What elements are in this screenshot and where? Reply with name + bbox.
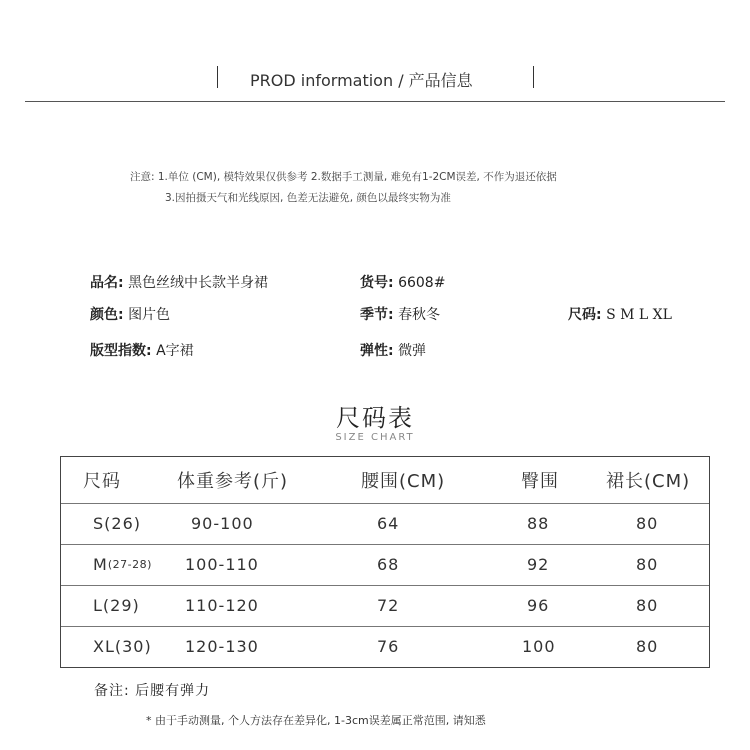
cell-weight: 90-100	[191, 514, 254, 533]
cell-length: 80	[636, 596, 659, 615]
info-sku-label: 货号:	[360, 275, 394, 291]
cell-waist: 72	[377, 596, 400, 615]
cell-waist: 68	[377, 555, 400, 574]
cell-size: XL (30)	[93, 637, 152, 656]
cell-length: 80	[636, 637, 659, 656]
info-color-label: 颜色:	[90, 307, 124, 323]
header-waist: 腰围(CM)	[361, 471, 446, 492]
note-line-1: 注意: 1.单位 (CM), 模特效果仅供参考 2.数据手工测量, 难免有1-2CM误差, 不作为退还依据	[130, 171, 557, 183]
info-fit-label: 版型指数:	[90, 343, 152, 359]
cell-length: 80	[636, 514, 659, 533]
info-season-label: 季节:	[360, 307, 394, 323]
cell-hip: 100	[522, 637, 556, 656]
info-fit	[90, 340, 194, 360]
info-name	[90, 272, 268, 292]
table-header-row	[61, 457, 709, 504]
cell-length: 80	[636, 555, 659, 574]
cell-size: L (29)	[93, 596, 140, 615]
cell-weight: 110-120	[185, 596, 259, 615]
cell-weight: 100-110	[185, 555, 259, 574]
footnote: * 由于手动测量, 个人方法存在差异化, 1-3cm误差属正常范围, 请知悉	[146, 714, 486, 727]
size-chart-subtitle: SIZE CHART	[335, 432, 415, 443]
info-fit-value: A字裙	[156, 343, 194, 359]
cell-size: M (27-28)	[93, 555, 152, 574]
header-rule	[25, 101, 725, 102]
header-hip: 臀围	[521, 471, 559, 492]
info-elastic-value: 微弹	[398, 343, 427, 359]
header-size: 尺码	[83, 471, 121, 492]
page-title: PROD information / 产品信息	[250, 71, 473, 90]
info-color	[90, 304, 170, 324]
cell-weight: 120-130	[185, 637, 259, 656]
table-row	[61, 503, 709, 545]
cell-hip: 92	[527, 555, 550, 574]
table-row	[61, 626, 709, 667]
table-row	[61, 544, 709, 586]
header-length: 裙长(CM)	[606, 471, 691, 492]
info-name-label: 品名:	[90, 275, 124, 291]
info-season-value: 春秋冬	[398, 307, 441, 323]
header-right-divider	[533, 66, 534, 88]
info-size-label: 尺码:	[568, 307, 602, 323]
cell-waist: 76	[377, 637, 400, 656]
info-color-value: 图片色	[128, 307, 171, 323]
info-elastic	[360, 340, 426, 360]
note-line-2: 3.因拍摄天气和光线原因, 色差无法避免, 颜色以最终实物为准	[165, 192, 451, 204]
info-sku-value: 6608#	[398, 275, 446, 291]
remark: 备注: 后腰有弹力	[94, 683, 211, 699]
table-row	[61, 585, 709, 627]
info-elastic-label: 弹性:	[360, 343, 394, 359]
cell-waist: 64	[377, 514, 400, 533]
cell-hip: 96	[527, 596, 550, 615]
info-season	[360, 304, 440, 324]
header-left-divider	[217, 66, 218, 88]
header-weight: 体重参考(斤)	[177, 471, 289, 492]
info-size	[568, 304, 672, 324]
info-name-value: 黑色丝绒中长款半身裙	[128, 275, 269, 291]
cell-size: S (26)	[93, 514, 141, 533]
size-chart-table	[60, 456, 710, 668]
size-chart-title: 尺码表	[336, 404, 414, 432]
cell-hip: 88	[527, 514, 550, 533]
info-size-value: S M L XL	[606, 307, 672, 323]
info-sku	[360, 272, 445, 292]
